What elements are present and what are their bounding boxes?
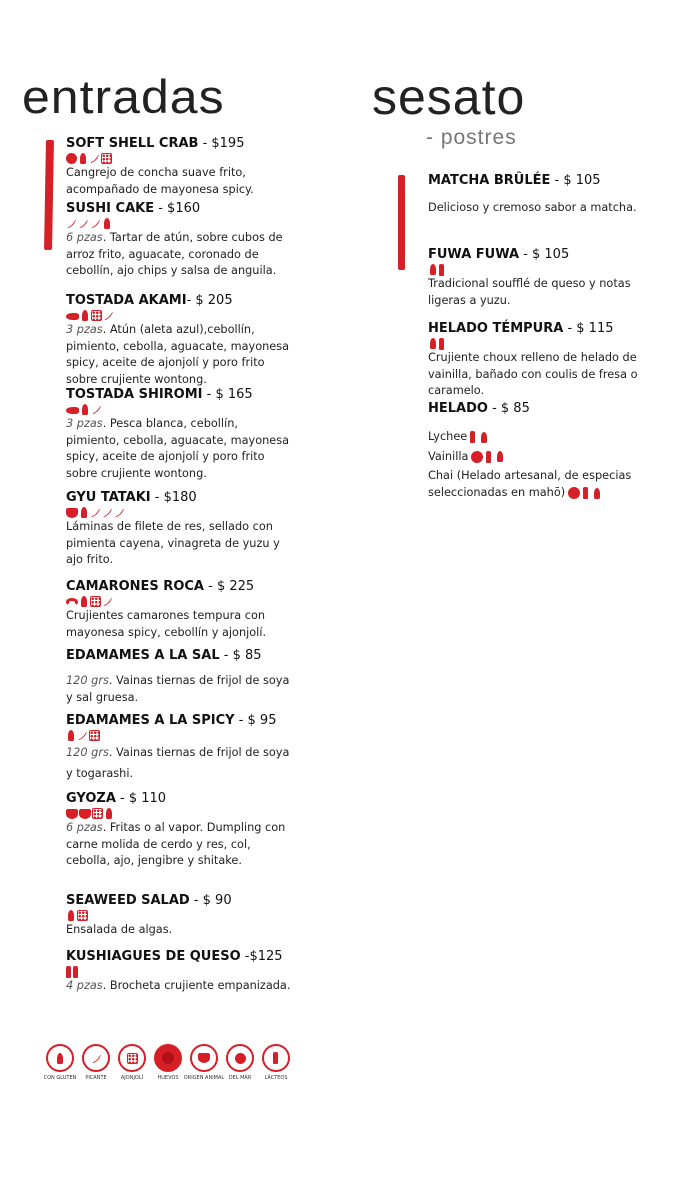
menu-item <box>66 201 294 280</box>
item-description: 3 pzas. Pesca blanca, cebollín, pimiento, cebolla, aguacate, mayonesa spicy, aceite de ajonjolí y poro frito sobre crujiente wontong. <box>66 417 290 480</box>
item-name: HELADO <box>428 401 488 416</box>
wheat-icon <box>81 596 87 607</box>
menu-item <box>428 401 654 501</box>
bottle-icon <box>73 966 78 978</box>
sesame-icon <box>77 910 88 921</box>
sesame-icon <box>101 153 112 164</box>
bull-icon <box>66 809 78 819</box>
item-name: HELADO TÉMPURA <box>428 321 564 336</box>
sesame-icon <box>90 596 101 607</box>
wheat-icon <box>430 338 436 349</box>
item-description: Crujiente choux relleno de helado de vainilla, bañado con coulis de fresa o caramelo. <box>428 351 638 398</box>
item-description: Delicioso y cremoso sabor a matcha. <box>428 201 637 214</box>
legend-item: HUEVOS <box>153 1044 183 1081</box>
allergen-icons <box>66 807 294 820</box>
egg-icon <box>471 451 483 463</box>
egg-icon <box>162 1052 174 1064</box>
flavor-lychee: Lychee <box>428 429 654 446</box>
legend-item: LÁCTEOS <box>261 1044 291 1081</box>
chili-icon <box>102 507 113 518</box>
chili-icon <box>77 730 88 741</box>
item-name: EDAMAMES A LA SAL <box>66 648 220 663</box>
menu-item <box>66 387 294 482</box>
wheat-icon <box>57 1053 63 1064</box>
flavor-chai: Chai (Helado artesanal, de especias seleccionadas en mahō) <box>428 469 632 499</box>
allergen-icons <box>66 965 294 978</box>
item-name: KUSHIAGUES DE QUESO <box>66 949 241 964</box>
heading-entradas: entradas <box>22 70 225 124</box>
chili-icon <box>91 1053 102 1064</box>
item-price: - $ 95 <box>234 713 277 728</box>
allergen-icons <box>66 403 294 416</box>
wheat-icon <box>497 451 503 462</box>
item-description: Tradicional soufflé de queso y notas ligeras a yuzu. <box>428 277 631 307</box>
chili-icon <box>114 507 125 518</box>
wheat-icon <box>594 488 600 499</box>
chili-icon <box>90 218 101 229</box>
item-price: - $ 105 <box>519 247 570 262</box>
item-name: GYU TATAKI <box>66 490 151 505</box>
menu-item <box>428 321 654 400</box>
menu-item <box>66 791 294 870</box>
item-description: 120 grs. Vainas tiernas de frijol de soya y togarashi. <box>66 746 290 780</box>
wheat-icon <box>82 404 88 415</box>
bottle-icon <box>439 338 444 350</box>
allergen-icons <box>66 909 294 922</box>
chili-icon <box>103 310 114 321</box>
helado-flavors <box>428 429 654 501</box>
bull-icon <box>79 809 91 819</box>
heading-sesato: sesato <box>372 69 526 125</box>
seafood-icon <box>235 1053 246 1064</box>
legend-item: PICANTE <box>81 1044 111 1081</box>
wheat-icon <box>68 910 74 921</box>
item-name: EDAMAMES A LA SPICY <box>66 713 235 728</box>
wheat-icon <box>82 310 88 321</box>
item-price: - $ 105 <box>550 173 601 188</box>
item-price: - $ 85 <box>487 401 530 416</box>
bottle-icon <box>470 431 475 443</box>
menu-item <box>66 490 294 569</box>
chili-icon <box>90 507 101 518</box>
animal-origin-icon <box>198 1053 210 1063</box>
menu-item <box>66 136 294 198</box>
bull-icon <box>66 508 78 518</box>
item-name: SOFT SHELL CRAB <box>66 136 199 151</box>
flavor-vainilla: Vainilla <box>428 449 654 466</box>
chili-icon <box>102 596 113 607</box>
legend-item: ORIGEN ANIMAL <box>189 1044 219 1081</box>
chili-icon <box>91 404 102 415</box>
menu-item <box>66 579 294 641</box>
allergen-icons <box>66 309 294 322</box>
legend-item: AJONJOLÍ <box>117 1044 147 1081</box>
legend-item: CON GLUTEN <box>45 1044 75 1081</box>
item-price: - $ 165 <box>202 387 253 402</box>
allergen-legend <box>45 1044 291 1081</box>
item-name: MATCHA BRÛLÉE <box>428 173 551 188</box>
wheat-icon <box>481 432 487 443</box>
item-price: -$125 <box>240 949 283 964</box>
sesame-icon <box>127 1053 138 1064</box>
wheat-icon <box>430 264 436 275</box>
item-price: - $ 205 <box>186 293 233 308</box>
chili-icon <box>89 153 100 164</box>
item-name: SEAWEED SALAD <box>66 893 190 908</box>
item-price: - $ 115 <box>563 321 614 336</box>
bottle-icon <box>439 264 444 276</box>
item-price: - $ 225 <box>203 579 255 594</box>
item-name: SUSHI CAKE <box>66 201 155 216</box>
wheat-icon <box>106 808 112 819</box>
item-price: - $180 <box>150 490 197 505</box>
allergen-icons <box>66 729 294 742</box>
bottle-icon <box>583 487 588 499</box>
item-description: 120 grs. Vainas tiernas de frijol de soya y sal gruesa. <box>66 674 290 704</box>
item-price: - $ 90 <box>189 893 232 908</box>
menu-item <box>66 893 294 939</box>
crab-icon <box>66 153 77 164</box>
item-description: Cangrejo de concha suave frito, acompañado de mayonesa spicy. <box>66 166 254 196</box>
chili-icon <box>78 218 89 229</box>
allergen-icons <box>428 263 654 276</box>
wheat-icon <box>68 730 74 741</box>
item-name: FUWA FUWA <box>428 247 520 262</box>
egg-icon <box>568 487 580 499</box>
item-description: Ensalada de algas. <box>66 923 173 936</box>
allergen-icons <box>66 152 294 165</box>
red-accent-bar <box>398 175 405 270</box>
allergen-icons <box>66 506 294 519</box>
item-name: TOSTADA SHIROMI <box>66 387 203 402</box>
menu-item <box>66 949 294 995</box>
allergen-icons <box>428 337 654 350</box>
item-description: 6 pzas. Tartar de atún, sobre cubos de arroz frito, aguacate, coronado de cebollín, ajo chips y salsa de anguila. <box>66 231 283 278</box>
item-name: GYOZA <box>66 791 116 806</box>
item-description: Láminas de filete de res, sellado con pimienta cayena, vinagreta de yuzu y ajo frito. <box>66 520 280 567</box>
menu-item <box>428 173 654 217</box>
bottle-icon <box>66 966 71 978</box>
item-name: TOSTADA AKAMI <box>66 293 187 308</box>
item-name: CAMARONES ROCA <box>66 579 204 594</box>
menu-item <box>66 648 294 706</box>
legend-item: DEL MAR <box>225 1044 255 1081</box>
menu-item <box>66 713 294 784</box>
sesame-icon <box>92 808 103 819</box>
wheat-icon <box>104 218 110 229</box>
item-description: 3 pzas. Atún (aleta azul),cebollín, pimiento, cebolla, aguacate, mayonesa spicy, aceite de ajonjolí y poro frito sobre crujiente wontong. <box>66 323 290 386</box>
item-description: 6 pzas. Fritas o al vapor. Dumpling con carne molida de cerdo y res, col, cebolla, ajo, jengibre y shitake. <box>66 821 286 868</box>
wheat-icon <box>81 507 87 518</box>
item-description: 4 pzas. Brocheta crujiente empanizada. <box>66 979 291 992</box>
sesame-icon <box>91 310 102 321</box>
fish-icon <box>66 313 79 320</box>
chili-icon <box>66 218 77 229</box>
shrimp-icon <box>66 598 78 606</box>
sesame-icon <box>89 730 100 741</box>
fish-icon <box>66 407 79 414</box>
item-price: - $195 <box>198 136 245 151</box>
allergen-icons <box>66 595 294 608</box>
red-accent-bar <box>44 140 54 250</box>
heading-postres: - postres <box>426 126 517 149</box>
item-price: - $160 <box>154 201 201 216</box>
item-description: Crujientes camarones tempura con mayonesa spicy, cebollín y ajonjolí. <box>66 609 267 639</box>
bottle-icon <box>486 451 491 463</box>
allergen-icons <box>66 217 294 230</box>
item-price: - $ 110 <box>115 791 167 806</box>
menu-item <box>428 247 654 309</box>
item-price: - $ 85 <box>219 648 262 663</box>
bottle-icon <box>273 1052 278 1064</box>
menu-item <box>66 293 294 388</box>
wheat-icon <box>80 153 86 164</box>
